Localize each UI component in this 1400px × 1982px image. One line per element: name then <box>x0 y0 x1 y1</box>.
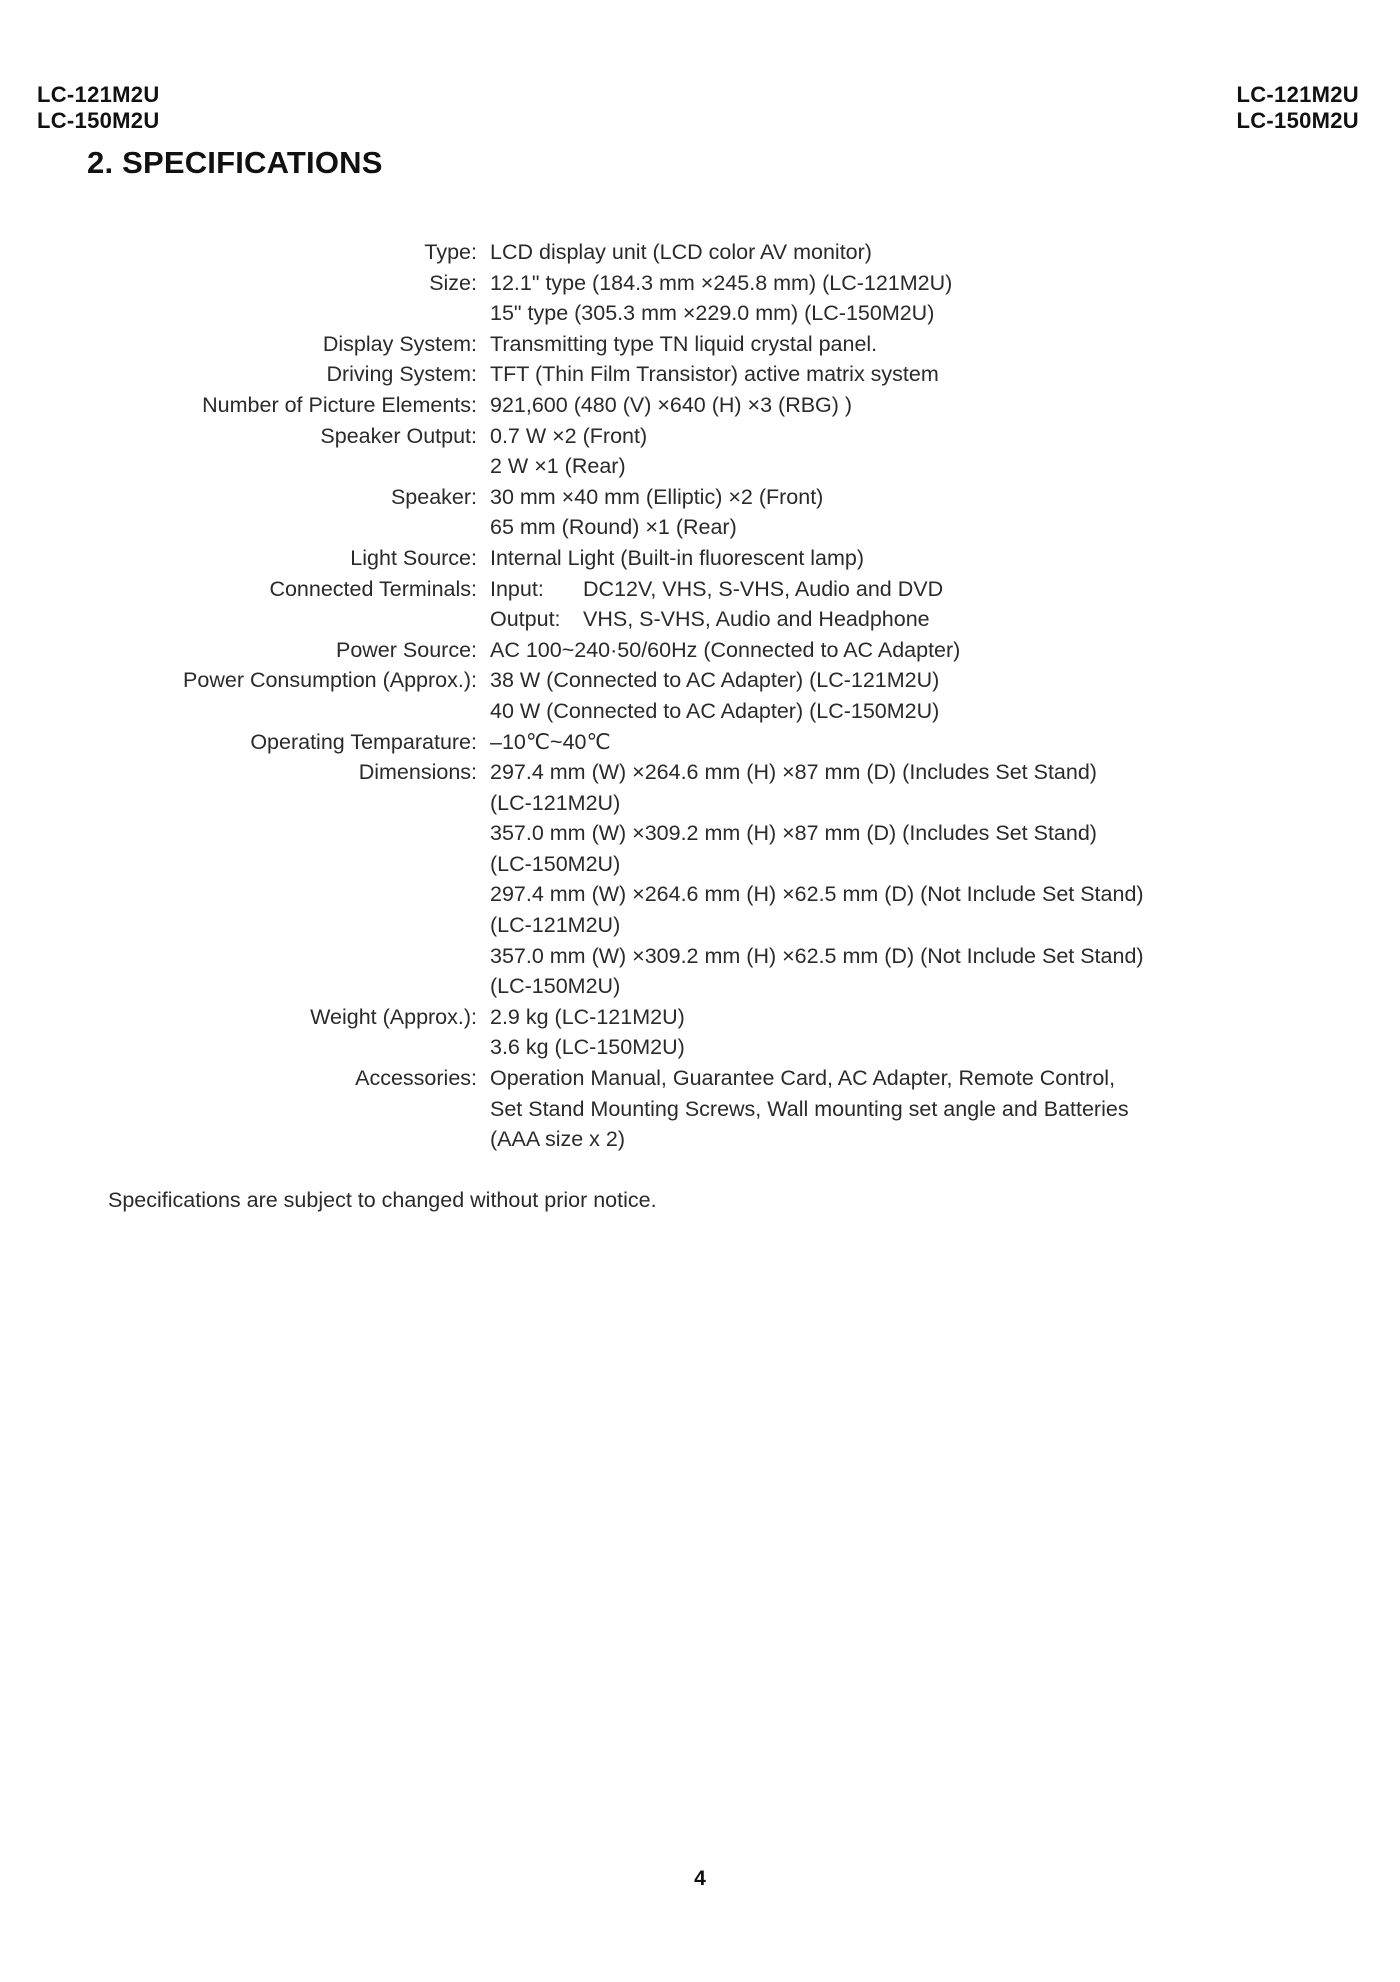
spec-value: 12.1" type (184.3 mm ×245.8 mm) (LC-121M2U) <box>490 270 953 295</box>
spec-value: 3.6 kg (LC-150M2U) <box>490 1035 685 1060</box>
spec-value: (AAA size x 2) <box>490 1127 626 1152</box>
spec-label: Dimensions: <box>358 760 477 785</box>
spec-value: 297.4 mm (W) ×264.6 mm (H) ×62.5 mm (D) (Not Include Set Stand) <box>490 882 1144 907</box>
specifications-notice: Specifications are subject to changed without prior notice. <box>108 1188 657 1212</box>
spec-table <box>0 237 1400 1155</box>
spec-label: Display System: <box>322 331 477 356</box>
spec-value: Operation Manual, Guarantee Card, AC Adapter, Remote Control, <box>490 1066 1116 1091</box>
spec-values <box>490 237 1400 268</box>
spec-value: Set Stand Mounting Screws, Wall mounting set angle and Batteries <box>490 1096 1129 1121</box>
spec-value: (LC-150M2U) <box>490 851 621 876</box>
model-name: LC-121M2U <box>1236 82 1359 107</box>
spec-value: TFT (Thin Film Transistor) active matrix system <box>490 362 939 387</box>
spec-label: Operating Temparature: <box>250 729 477 754</box>
spec-row-weight <box>0 1002 1400 1063</box>
spec-label: Accessories: <box>355 1066 477 1091</box>
spec-row-display-system <box>0 329 1400 360</box>
spec-values <box>490 757 1400 1002</box>
header-models-left <box>37 82 160 134</box>
spec-row-operating-temperature <box>0 727 1400 758</box>
spec-row-power-source <box>0 635 1400 666</box>
spec-values <box>490 390 1400 421</box>
spec-row-connected-terminals <box>0 574 1400 635</box>
model-name: LC-121M2U <box>37 82 160 107</box>
spec-label: Type: <box>424 240 477 264</box>
spec-values <box>490 1063 1400 1155</box>
spec-value: 40 W (Connected to AC Adapter) (LC-150M2U) <box>490 698 940 723</box>
spec-label: Connected Terminals: <box>269 576 477 601</box>
spec-values <box>490 1002 1400 1063</box>
spec-value: 921,600 (480 (V) ×640 (H) ×3 (RBG) ) <box>490 392 853 417</box>
spec-label: Size: <box>429 270 477 295</box>
spec-row-dimensions <box>0 757 1400 1002</box>
spec-label: Speaker: <box>390 484 477 509</box>
spec-label: Weight (Approx.): <box>310 1004 477 1029</box>
model-name: LC-150M2U <box>37 108 160 133</box>
terminal-input-line <box>490 574 1400 605</box>
spec-value: 0.7 W ×2 (Front) <box>490 423 648 448</box>
spec-value: 357.0 mm (W) ×309.2 mm (H) ×87 mm (D) (Includes Set Stand) <box>490 821 1097 846</box>
spec-value: LCD display unit (LCD color AV monitor) <box>490 240 872 264</box>
spec-value: (LC-121M2U) <box>490 790 621 815</box>
terminal-output-value: VHS, S-VHS, Audio and Headphone <box>583 607 930 632</box>
spec-row-light-source <box>0 543 1400 574</box>
spec-value: 15" type (305.3 mm ×229.0 mm) (LC-150M2U) <box>490 301 935 326</box>
page-number: 4 <box>694 1867 706 1890</box>
spec-values <box>490 665 1400 726</box>
terminal-input-key: Input: <box>490 576 544 601</box>
spec-value: 2.9 kg (LC-121M2U) <box>490 1004 685 1029</box>
spec-label: Driving System: <box>326 362 477 387</box>
spec-label: Power Consumption (Approx.): <box>183 668 477 693</box>
spec-row-size <box>0 268 1400 329</box>
spec-values <box>490 268 1400 329</box>
spec-value: 2 W ×1 (Rear) <box>490 454 626 479</box>
spec-value: Internal Light (Built-in fluorescent lamp) <box>490 545 865 570</box>
terminal-input-value: DC12V, VHS, S-VHS, Audio and DVD <box>583 576 944 601</box>
spec-value: (LC-121M2U) <box>490 913 621 938</box>
spec-label: Speaker Output: <box>320 423 477 448</box>
spec-value: 297.4 mm (W) ×264.6 mm (H) ×87 mm (D) (Includes Set Stand) <box>490 760 1097 785</box>
spec-value: 65 mm (Round) ×1 (Rear) <box>490 515 737 540</box>
spec-value: 357.0 mm (W) ×309.2 mm (H) ×62.5 mm (D) (Not Include Set Stand) <box>490 943 1144 968</box>
spec-values <box>490 727 1400 758</box>
spec-row-accessories <box>0 1063 1400 1155</box>
spec-value: –10℃~40℃ <box>490 729 611 754</box>
spec-label: Light Source: <box>350 545 477 570</box>
spec-label: Power Source: <box>335 637 477 662</box>
spec-value: (LC-150M2U) <box>490 974 621 999</box>
spec-value: 30 mm ×40 mm (Elliptic) ×2 (Front) <box>490 484 824 509</box>
spec-values <box>490 329 1400 360</box>
model-name: LC-150M2U <box>1236 108 1359 133</box>
spec-value: Transmitting type TN liquid crystal panel. <box>490 331 878 356</box>
spec-value: AC 100~240·50/60Hz (Connected to AC Adapter) <box>490 637 961 662</box>
spec-values <box>490 421 1400 482</box>
spec-values <box>490 635 1400 666</box>
spec-row-picture-elements <box>0 390 1400 421</box>
spec-values <box>490 482 1400 543</box>
section-title: 2. SPECIFICATIONS <box>87 145 383 180</box>
spec-value: 38 W (Connected to AC Adapter) (LC-121M2U) <box>490 668 940 693</box>
spec-row-power-consumption <box>0 665 1400 726</box>
spec-row-speaker-output <box>0 421 1400 482</box>
spec-values <box>490 543 1400 574</box>
terminal-output-line <box>490 604 1400 635</box>
spec-row-driving-system <box>0 359 1400 390</box>
spec-row-speaker <box>0 482 1400 543</box>
spec-label: Number of Picture Elements: <box>202 392 477 417</box>
header-models-right <box>1236 82 1359 134</box>
terminal-output-key: Output: <box>490 607 561 632</box>
spec-row-type <box>0 237 1400 268</box>
spec-values <box>490 359 1400 390</box>
spec-values <box>490 574 1400 635</box>
